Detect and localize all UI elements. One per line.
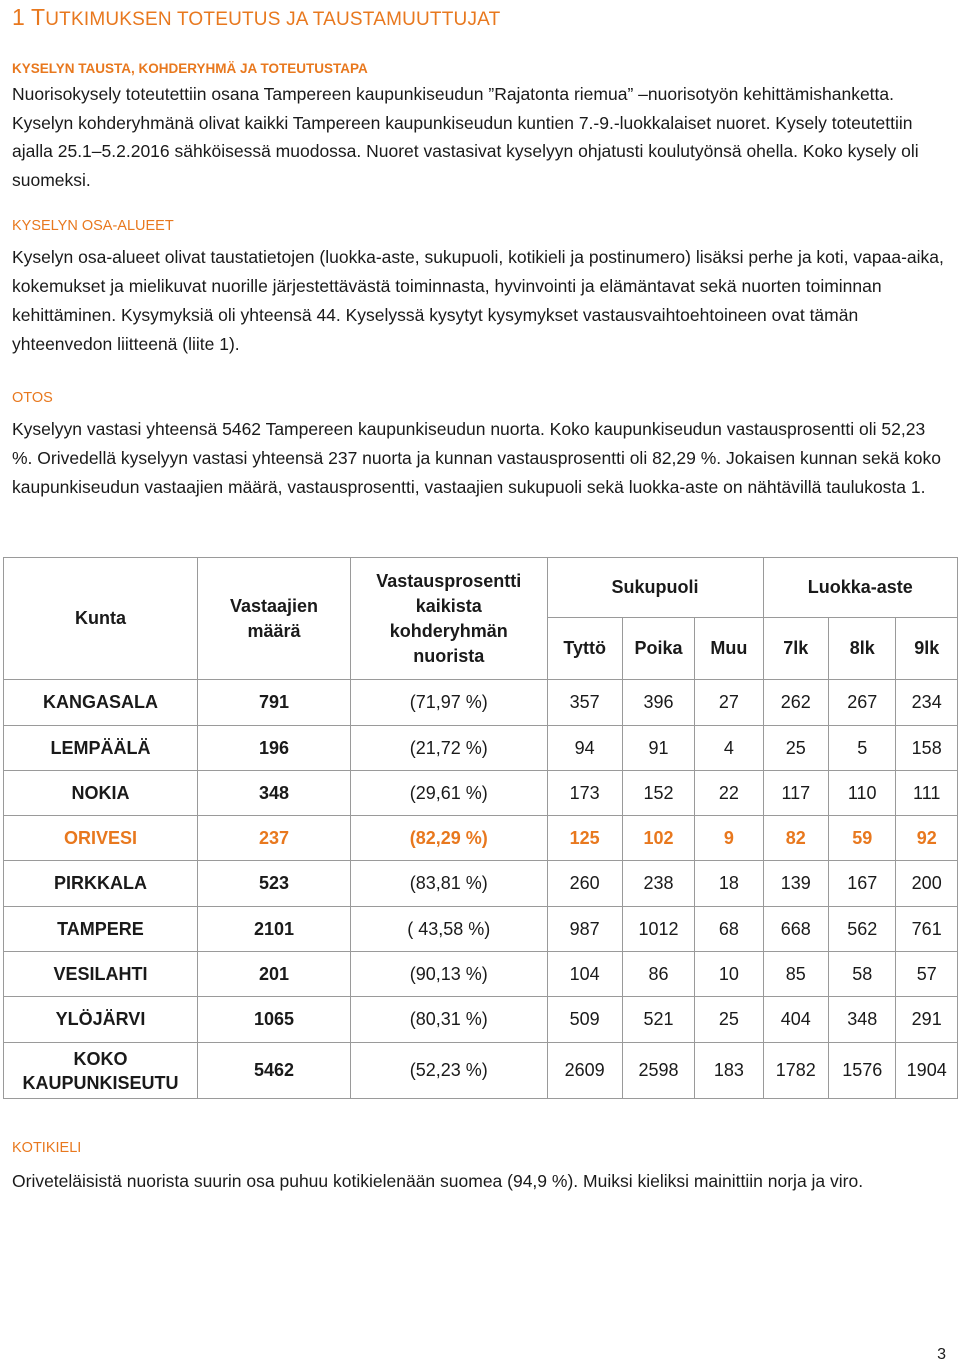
cell-value: 85 xyxy=(763,952,828,997)
chapter-title-initial: T xyxy=(31,4,46,30)
cell-value: 117 xyxy=(763,771,828,816)
cell-value: 1782 xyxy=(763,1043,828,1099)
cell-kunta: TAMPERE xyxy=(4,907,198,952)
cell-value: 25 xyxy=(695,997,763,1043)
sub-header-cell: 8lk xyxy=(829,618,896,680)
sub-header-cell: 9lk xyxy=(896,618,958,680)
table-row xyxy=(4,952,958,997)
cell-value: 152 xyxy=(622,771,694,816)
cell-value: 1012 xyxy=(622,907,694,952)
cell-value: 267 xyxy=(829,680,896,726)
table-row xyxy=(4,907,958,952)
cell-value: 509 xyxy=(547,997,622,1043)
cell-kunta: ORIVESI xyxy=(4,816,198,861)
sub-header-cell: Muu xyxy=(695,618,763,680)
table-row xyxy=(4,816,958,861)
section-text-tausta: Nuorisokysely toteutettiin osana Tampereen kaupunkiseudun ”Rajatonta riemua” –nuorisotyön kehittämishanketta. Kyselyn kohderyhmänä olivat kaikki Tampereen kaupunkiseudun kuntien 7.-9.-luokkalaiset nuoret. Kysely toteutettiin ajalla 25.1–5.2.2016 sähköisessä muodossa. Nuoret vastasivat kyselyyn ohjatusti koulutyönsä ohella. Koko kysely oli suomeksi. xyxy=(12,84,919,190)
cell-kunta: PIRKKALA xyxy=(4,861,198,907)
cell-value: 68 xyxy=(695,907,763,952)
header-vastausprosentti: Vastausprosentti kaikista kohderyhmän nuorista xyxy=(351,558,547,680)
table-row xyxy=(4,861,958,907)
table-row xyxy=(4,1043,958,1099)
cell-vastausprosentti: (83,81 %) xyxy=(351,861,547,907)
cell-vastausprosentti: (21,72 %) xyxy=(351,726,547,771)
chapter-title: UTKIMUKSEN TOTEUTUS JA TAUSTAMUUTTUJAT xyxy=(45,9,501,30)
cell-value: 27 xyxy=(695,680,763,726)
cell-kunta: LEMPÄÄLÄ xyxy=(4,726,198,771)
cell-vastaajien-maara: 5462 xyxy=(197,1043,350,1099)
cell-vastausprosentti: (82,29 %) xyxy=(351,816,547,861)
cell-value: 18 xyxy=(695,861,763,907)
cell-value: 82 xyxy=(763,816,828,861)
cell-value: 1576 xyxy=(829,1043,896,1099)
table-row xyxy=(4,997,958,1043)
cell-vastausprosentti: (52,23 %) xyxy=(351,1043,547,1099)
section-heading-tausta: KYSELYN TAUSTA, KOHDERYHMÄ JA TOTEUTUSTAPA xyxy=(12,61,368,76)
header-sukupuoli: Sukupuoli xyxy=(547,558,763,618)
cell-value: 22 xyxy=(695,771,763,816)
table-body xyxy=(4,680,958,1099)
cell-kunta: NOKIA xyxy=(4,771,198,816)
cell-vastausprosentti: (80,31 %) xyxy=(351,997,547,1043)
sub-header-cell: Poika xyxy=(622,618,694,680)
cell-value: 2598 xyxy=(622,1043,694,1099)
cell-value: 125 xyxy=(547,816,622,861)
cell-vastausprosentti: (90,13 %) xyxy=(351,952,547,997)
cell-vastausprosentti: (71,97 %) xyxy=(351,680,547,726)
cell-value: 260 xyxy=(547,861,622,907)
cell-value: 94 xyxy=(547,726,622,771)
sub-header-cell: 7lk xyxy=(763,618,828,680)
chapter-number: 1 xyxy=(12,4,25,30)
section-text-osa-alueet: Kyselyn osa-alueet olivat taustatietojen (luokka-aste, sukupuoli, kotikieli ja postinumero) lisäksi perhe ja koti, vapaa-aika, kokemukset ja mielikuvat nuorille järjestettävästä toiminnasta, hyvinvointi ja elämäntavat sekä nuorten toiminnan kehittäminen. Kysymyksiä oli yhteensä 44. Kyselyssä kysytyt kysymykset vastausvaihtoehtoineen ovat tämän yhteenvedon liitteenä (liite 1). xyxy=(12,247,944,354)
cell-value: 58 xyxy=(829,952,896,997)
table-row xyxy=(4,680,958,726)
sub-header-cell: Tyttö xyxy=(547,618,622,680)
cell-value: 238 xyxy=(622,861,694,907)
cell-kunta: KANGASALA xyxy=(4,680,198,726)
cell-value: 104 xyxy=(547,952,622,997)
cell-value: 668 xyxy=(763,907,828,952)
cell-value: 200 xyxy=(896,861,958,907)
cell-vastaajien-maara: 201 xyxy=(197,952,350,997)
cell-value: 348 xyxy=(829,997,896,1043)
respondents-table xyxy=(3,557,958,1099)
header-vastaajien-maara: Vastaajien määrä xyxy=(197,558,350,680)
cell-value: 91 xyxy=(622,726,694,771)
cell-vastaajien-maara: 1065 xyxy=(197,997,350,1043)
cell-value: 167 xyxy=(829,861,896,907)
section-text-otos: Kyselyyn vastasi yhteensä 5462 Tampereen kaupunkiseudun nuorta. Koko kaupunkiseudun vastausprosentti oli 52,23 %. Orivedellä kyselyyn vastasi yhteensä 237 nuorta ja kunnan vastausprosentti oli 82,29 %. Jokaisen kunnan sekä koko kaupunkiseudun vastaajien määrä, vastausprosentti, vastaajien sukupuoli sekä luokka-aste on nähtävillä taulukosta 1. xyxy=(12,419,942,497)
section-heading-osa-alueet: KYSELYN OSA-ALUEET xyxy=(12,218,174,234)
page-number: 3 xyxy=(937,1346,946,1363)
cell-value: 521 xyxy=(622,997,694,1043)
cell-value: 102 xyxy=(622,816,694,861)
cell-value: 183 xyxy=(695,1043,763,1099)
cell-value: 9 xyxy=(695,816,763,861)
header-kunta: Kunta xyxy=(4,558,198,680)
section-heading-kotikieli: KOTIKIELI xyxy=(12,1140,82,1156)
cell-value: 761 xyxy=(896,907,958,952)
cell-vastausprosentti: ( 43,58 %) xyxy=(351,907,547,952)
cell-value: 173 xyxy=(547,771,622,816)
cell-value: 57 xyxy=(896,952,958,997)
cell-kunta: YLÖJÄRVI xyxy=(4,997,198,1043)
cell-kunta: VESILAHTI xyxy=(4,952,198,997)
cell-value: 92 xyxy=(896,816,958,861)
cell-value: 291 xyxy=(896,997,958,1043)
cell-value: 158 xyxy=(896,726,958,771)
header-luokka-aste: Luokka-aste xyxy=(763,558,957,618)
cell-value: 111 xyxy=(896,771,958,816)
cell-value: 404 xyxy=(763,997,828,1043)
cell-kunta: KOKO KAUPUNKISEUTU xyxy=(4,1043,198,1099)
cell-value: 5 xyxy=(829,726,896,771)
table-row xyxy=(4,726,958,771)
cell-vastaajien-maara: 348 xyxy=(197,771,350,816)
cell-vastaajien-maara: 237 xyxy=(197,816,350,861)
cell-value: 139 xyxy=(763,861,828,907)
cell-value: 25 xyxy=(763,726,828,771)
cell-value: 2609 xyxy=(547,1043,622,1099)
cell-value: 234 xyxy=(896,680,958,726)
cell-value: 86 xyxy=(622,952,694,997)
section-text-kotikieli: Oriveteläisistä nuorista suurin osa puhuu kotikielenään suomea (94,9 %). Muiksi kieliksi mainittiin norja ja viro. xyxy=(12,1171,864,1191)
section-heading-otos: OTOS xyxy=(12,390,53,406)
cell-value: 562 xyxy=(829,907,896,952)
cell-value: 4 xyxy=(695,726,763,771)
chapter-heading xyxy=(12,4,500,31)
cell-value: 110 xyxy=(829,771,896,816)
cell-vastaajien-maara: 196 xyxy=(197,726,350,771)
cell-value: 987 xyxy=(547,907,622,952)
cell-value: 10 xyxy=(695,952,763,997)
cell-vastausprosentti: (29,61 %) xyxy=(351,771,547,816)
cell-value: 1904 xyxy=(896,1043,958,1099)
cell-value: 396 xyxy=(622,680,694,726)
cell-vastaajien-maara: 791 xyxy=(197,680,350,726)
cell-vastaajien-maara: 523 xyxy=(197,861,350,907)
cell-vastaajien-maara: 2101 xyxy=(197,907,350,952)
table-row xyxy=(4,771,958,816)
cell-value: 59 xyxy=(829,816,896,861)
cell-value: 262 xyxy=(763,680,828,726)
cell-value: 357 xyxy=(547,680,622,726)
